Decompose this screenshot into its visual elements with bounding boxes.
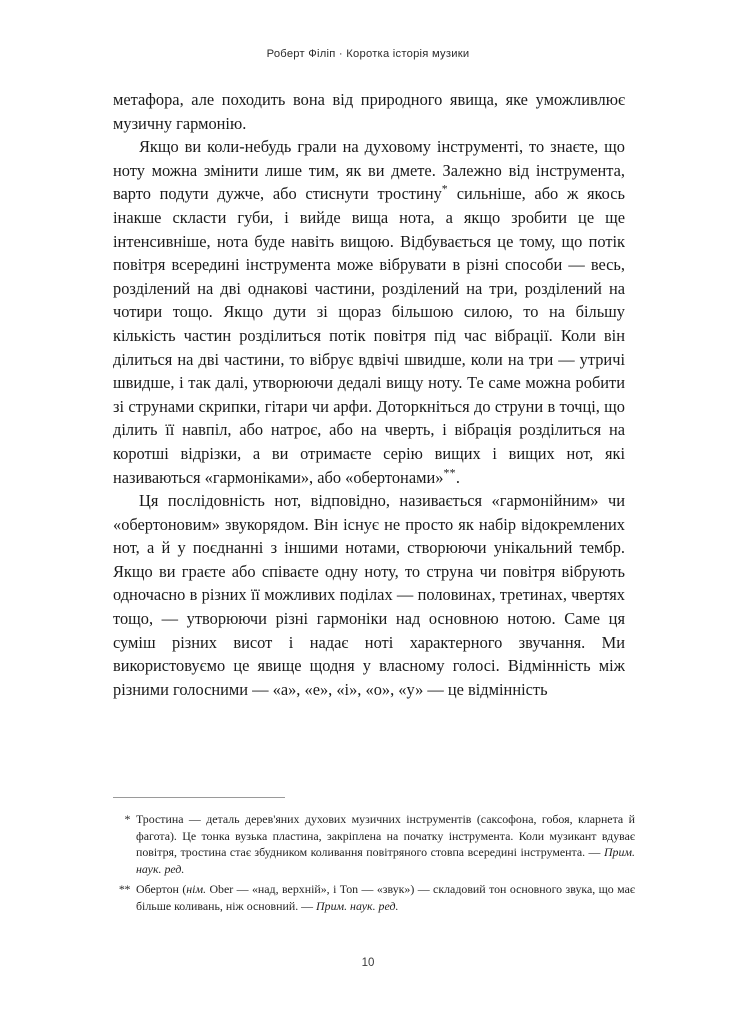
footnote-separator-rule bbox=[113, 797, 285, 798]
footnote-lead: Обертон ( bbox=[136, 882, 187, 897]
body-text-column bbox=[113, 88, 625, 701]
paragraph-text-after-footnote-ref: сильніше, або ж якось інакше скласти губи, і вийде вища нота, а якщо зробити це ще інтенсивніше, нота буде навіть вищою. Відбувається це тому, що потік повітря всередині інструмента може вібрувати в різні способи — весь, розділений на дві однакові частини, розділений на три, розділений на чотири тощо. Якщо дути зі щораз більшою силою, то на більшу кількість частин розділиться потік повітря під час вібрації. Коли він ділиться на дві частини, то вібрує вдвічі швидше, коли на три — утричі швидше, і так далі, утворюючи дедалі вищу ноту. Те саме можна робити зі струнами скрипки, гітари чи арфи. Доторкніться до струни в точці, що ділить її навпіл, або натроє, або на чверть, і вібрація розділиться на коротші відрізки, а ви отримаєте серію вищих і вищих нот, які називаються «гармоніками», або «обертонами» bbox=[113, 184, 625, 487]
paragraph-text-tail: . bbox=[455, 467, 460, 487]
footnote-language-abbr: нім. bbox=[186, 882, 207, 897]
footnote-item bbox=[113, 881, 635, 914]
footnote-item bbox=[113, 811, 635, 877]
footnote-marker: * bbox=[124, 812, 130, 826]
running-head: Роберт Філіп · Коротка історія музики bbox=[266, 48, 470, 60]
footnote-source: Прим. наук. ред. bbox=[316, 898, 399, 913]
footnote-marker: ** bbox=[118, 882, 130, 897]
body-paragraph: Ця послідовність нот, відповідно, називається «гармонійним» чи «обертоновим» звукорядом. Він існує не просто як набір відокремлених нот, а й у поєднанні з іншими нотами, створюючи унікальний тембр. Якщо ви граєте або співаєте одну ноту, то струна чи повітря вібрують одночасно в різних її можливих поділах — половинах, третинах, чвертях тощо, — утворюючи різні гармоніки над основною нотою. Саме ця суміш різних висот і надає ноті характерного звучання. Ми використовуємо це явище щодня у власному голосі. Відмінність між різними голосними — «а», «е», «і», «о», «у» — це відмінність bbox=[113, 491, 625, 699]
body-paragraph: метафора, але походить вона від природного явища, яке уможливлює музичну гармонію. bbox=[113, 90, 625, 133]
footnote-text: Тростина — деталь дерев'яних духових музичних інструментів (саксофона, гобоя, кларнета й фагота). Це тонка вузька пластина, закріплена на початку інструмента. Коли музикант вдуває повітря, тростина стає збудником коливання повітряного стовпа всередині інструмента. — bbox=[136, 812, 635, 860]
footnote-area bbox=[113, 797, 635, 919]
body-paragraph bbox=[113, 135, 625, 489]
page-number: 10 bbox=[361, 957, 375, 969]
footnote-ref-1[interactable]: * bbox=[441, 181, 448, 196]
footnote-text: Ober — «над, верхній», і Ton — «звук») — складовий тон основного звука, що має більше коливань, ніж основний. — bbox=[136, 882, 635, 913]
footnote-source: Прим. наук. ред. bbox=[136, 845, 635, 876]
footnote-ref-2[interactable]: ** bbox=[443, 465, 456, 480]
paragraph-text-before-footnote-ref: Якщо ви коли-небудь грали на духовому інструменті, то знаєте, що ноту можна змінити лише тим, як ви дмете. Залежно від інструмента, варто подути дужче, або стиснути тростину bbox=[113, 137, 625, 204]
